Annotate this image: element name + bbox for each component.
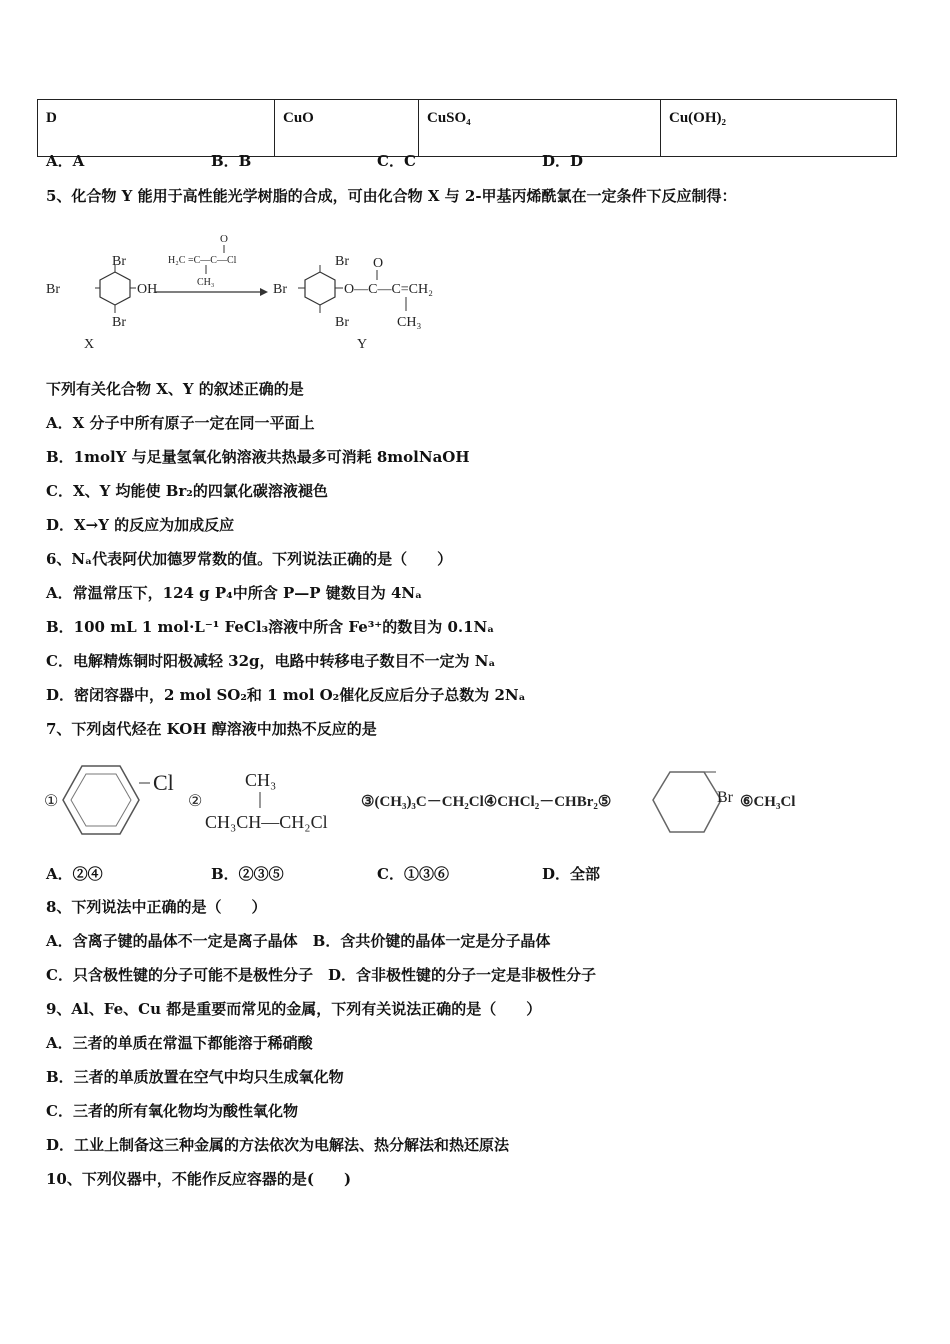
x-label: X xyxy=(84,337,95,352)
q8-options-cd: C．只含极性键的分子可能不是极性分子 D．含非极性键的分子一定是非极性分子 xyxy=(46,966,596,984)
q5-prompt: 下列有关化合物 X、Y 的叙述正确的是 xyxy=(46,380,304,398)
table-cell: CuSO₄ xyxy=(419,100,661,157)
option-d: D．全部 xyxy=(542,865,601,883)
structure-2-number: ② xyxy=(188,793,203,810)
q8-options-ab: A．含离子键的晶体不一定是离子晶体 B．含共价键的晶体一定是分子晶体 xyxy=(46,932,551,950)
table-cell: Cu(OH)₂ xyxy=(661,100,897,157)
y-ring xyxy=(305,272,335,305)
arrow-head xyxy=(260,288,268,296)
q7-stem: 7、下列卤代烃在 KOH 醇溶液中加热不反应的是 xyxy=(46,720,377,738)
reagent-h2c: H₂C xyxy=(168,255,186,266)
table-row xyxy=(38,100,897,157)
structure-6: ⑥CH₃Cl xyxy=(740,794,796,810)
q9-option-c: C．三者的所有氧化物均为酸性氧化物 xyxy=(46,1102,298,1120)
y-br-bottom: Br xyxy=(335,315,349,330)
q5-option-b: B．1molY 与足量氢氧化钠溶液共热最多可消耗 8molNaOH xyxy=(46,448,470,466)
q6-option-d: D．密闭容器中，2 mol SO₂和 1 mol O₂催化反应后分子总数为 2Nₐ xyxy=(46,686,526,704)
x-br-bottom: Br xyxy=(112,315,126,330)
option-b: B．②③⑤ xyxy=(211,865,284,883)
x-ring xyxy=(100,272,130,305)
y-carbonyl-o: O xyxy=(373,256,384,271)
x-br-top: Br xyxy=(112,254,126,269)
structure-1-number: ① xyxy=(44,793,59,810)
q6-option-a: A．常温常压下，124 g P₄中所含 P—P 键数目为 4Nₐ xyxy=(46,584,423,602)
y-br-top: Br xyxy=(335,254,349,269)
x-oh: OH xyxy=(137,282,158,297)
y-chain: O—C—C=CH₂ xyxy=(344,282,434,297)
q9-option-d: D．工业上制备这三种金属的方法依次为电解法、热分解法和热还原法 xyxy=(46,1136,510,1154)
x-br-left: Br xyxy=(46,282,60,297)
option-a: A．A xyxy=(46,152,85,170)
q7-structures xyxy=(40,752,820,842)
benzene-inner xyxy=(71,774,131,826)
q6-option-b: B．100 mL 1 mol·L⁻¹ FeCl₃溶液中所含 Fe³⁺的数目为 0.1Nₐ xyxy=(46,618,495,636)
option-c: C．C xyxy=(377,152,416,170)
structure-5-br: Br xyxy=(717,789,733,806)
q5-option-c: C．X、Y 均能使 Br₂的四氯化碳溶液褪色 xyxy=(46,482,328,500)
q5-stem: 5、化合物 Y 能用于高性能光学树脂的合成，可由化合物 X 与 2-甲基丙烯酰氯在一定条件下反应制得： xyxy=(46,187,737,205)
structure-2-chain: CH₃CH—CH₂Cl xyxy=(205,812,328,832)
cyclohexane-ring xyxy=(653,772,721,832)
reagent-chain: =C—C—Cl xyxy=(188,255,237,266)
q6-option-c: C．电解精炼铜时阳极减轻 32g，电路中转移电子数目不一定为 Nₐ xyxy=(46,652,496,670)
reagent-o: O xyxy=(220,233,228,245)
q9-option-a: A．三者的单质在常温下都能溶于稀硝酸 xyxy=(46,1034,313,1052)
table-cell: D xyxy=(38,100,275,157)
q9-option-b: B．三者的单质放置在空气中均只生成氧化物 xyxy=(46,1068,344,1086)
q5-option-d: D．X→Y 的反应为加成反应 xyxy=(46,516,235,534)
reaction-scheme xyxy=(40,225,470,355)
q6-stem: 6、Nₐ代表阿伏加德罗常数的值。下列说法正确的是（ ） xyxy=(46,550,453,568)
structure-2-ch3: CH₃ xyxy=(245,770,277,790)
table-cell: CuO xyxy=(275,100,419,157)
y-ch3: CH₃ xyxy=(397,315,422,330)
option-c: C．①③⑥ xyxy=(377,865,449,883)
reagent-ch3: CH₃ xyxy=(197,277,215,288)
option-b: B．B xyxy=(211,152,252,170)
structures-3-5: ③(CH₃)₃C－CH₂Cl④CHCl₂－CHBr₂⑤ xyxy=(361,794,612,810)
y-label: Y xyxy=(357,337,368,352)
structure-1-cl: Cl xyxy=(153,770,174,795)
q9-stem: 9、Al、Fe、Cu 都是重要而常见的金属，下列有关说法正确的是（ ） xyxy=(46,1000,542,1018)
answer-table xyxy=(37,99,897,157)
q5-option-a: A．X 分子中所有原子一定在同一平面上 xyxy=(46,414,315,432)
y-br-left: Br xyxy=(273,282,287,297)
q10-stem: 10、下列仪器中，不能作反应容器的是( ) xyxy=(46,1170,352,1188)
q8-stem: 8、下列说法中正确的是（ ） xyxy=(46,898,267,916)
option-a: A．②④ xyxy=(46,865,103,883)
option-d: D．D xyxy=(542,152,584,170)
benzene-ring xyxy=(63,766,139,834)
